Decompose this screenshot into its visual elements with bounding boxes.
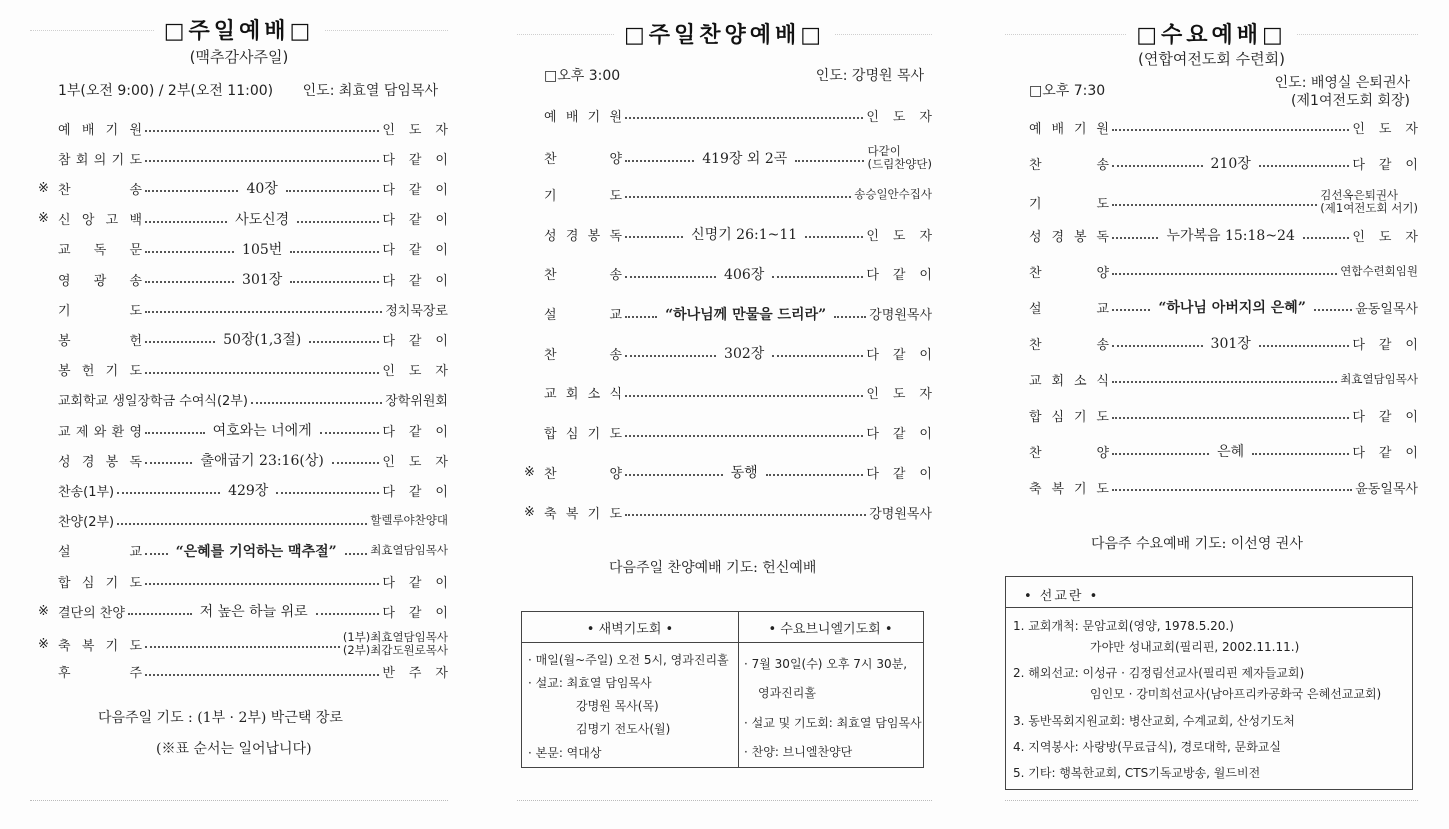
wednesday-worship-leader-role: (제1여전도회 회장) [1291, 93, 1410, 109]
dot-leader [625, 355, 716, 357]
dot-leader [625, 435, 863, 437]
standing-mark: ※ [38, 636, 49, 652]
order-detail: 동행 [730, 465, 758, 482]
order-row [58, 479, 462, 501]
order-person: 다같이 [866, 466, 946, 482]
dot-leader [145, 372, 379, 374]
order-person: 다같이 [866, 427, 946, 443]
standing-mark: ※ [524, 464, 535, 480]
mission-item: 1. 교회개척: 문암교회(영양, 1978.5.20.) [1013, 619, 1234, 633]
order-row [1029, 116, 1432, 138]
sunday-praise-column [517, 0, 947, 829]
order-person: 최효열담임목사 [1340, 371, 1418, 386]
order-detail: 302장 [724, 346, 765, 363]
order-row [544, 382, 946, 404]
dawn-prayer-panel [522, 612, 739, 767]
order-row [58, 147, 462, 169]
order-person: 강명원목사 [869, 308, 933, 323]
order-detail: 저 높은 하늘 위로 [199, 604, 308, 621]
dot-leader [145, 221, 227, 223]
dawn-prayer-item: · 설교: 최효열 담임목사 [528, 676, 652, 690]
order-label: 결단의 찬양 [58, 605, 125, 621]
wednesday-prayer-item: 영과진리홀 [758, 686, 816, 700]
order-label: 축 복 기 도 [58, 638, 142, 654]
dot-leader [251, 402, 382, 404]
dot-leader [286, 190, 379, 192]
dawn-prayer-item: 김명기 전도사(월) [576, 722, 671, 736]
mission-item: 2. 해외선교: 이성규 · 김정림선교사(필리핀 제자들교회) [1013, 666, 1305, 680]
dot-leader [290, 281, 379, 283]
order-person: 다같이 [382, 484, 462, 500]
order-person: 다같이 [382, 152, 462, 168]
order-row [38, 630, 448, 658]
order-label: 기 도 [1029, 196, 1109, 212]
order-row [1029, 476, 1418, 498]
order-row [544, 183, 932, 205]
order-detail: 419장 외 2곡 [702, 150, 788, 167]
order-person: 다같이 [382, 243, 462, 259]
order-label: 찬 송 [544, 268, 622, 284]
sunday-standing-note: (※표 순서는 일어납니다) [156, 741, 312, 757]
order-label: 교 제 와 환 영 [58, 424, 142, 440]
wednesday-worship-title-wrap [1005, 18, 1418, 49]
wednesday-prayer-heading: • 수요브니엘기도회 • [738, 612, 923, 643]
order-label: 기 도 [544, 188, 622, 204]
order-label: 찬송(1부) [58, 484, 115, 500]
divider [30, 800, 448, 801]
order-detail: “하나님께 만물을 드리라” [665, 306, 827, 323]
order-label: 합 심 기 도 [58, 575, 142, 591]
dot-leader [795, 160, 864, 162]
order-person: 할렐루야찬양대 [370, 513, 448, 528]
order-label: 합 심 기 도 [544, 427, 622, 443]
dot-leader [145, 190, 238, 192]
order-row [58, 298, 448, 320]
order-row [58, 661, 462, 683]
dot-leader [276, 492, 379, 494]
order-row [1029, 404, 1432, 426]
dot-leader [1112, 453, 1209, 455]
standing-mark: ※ [38, 603, 49, 619]
sunday-praise-title-wrap [517, 18, 932, 49]
standing-mark: ※ [38, 180, 49, 196]
dawn-prayer-heading: • 새벽기도회 • [522, 612, 738, 643]
order-person: 다같이 [1352, 157, 1432, 173]
order-label: 교 회 소 식 [544, 387, 622, 403]
order-label: 찬 양 [1029, 445, 1109, 461]
order-label: 예 배 기 원 [58, 122, 142, 138]
order-detail: 여호와는 너에게 [212, 423, 312, 439]
divider [517, 800, 932, 801]
order-row [58, 268, 462, 290]
dot-leader [625, 395, 863, 397]
order-row [38, 177, 462, 199]
order-row [58, 389, 448, 411]
dot-leader [145, 281, 234, 283]
order-person: 다같이 (드림찬양단) [867, 143, 933, 171]
order-label: 설 교 [544, 308, 622, 323]
order-detail: 40장 [246, 181, 278, 198]
dot-leader [625, 117, 863, 119]
dot-leader [1112, 417, 1349, 419]
order-person: 다같이 [1352, 337, 1432, 353]
dot-leader [1112, 489, 1352, 491]
dot-leader [145, 646, 340, 648]
wednesday-prayer-panel [738, 612, 923, 767]
dot-leader [117, 492, 220, 494]
order-row [524, 501, 932, 523]
order-person: 윤동일목사 [1355, 481, 1418, 497]
mission-item: 4. 지역봉사: 사랑방(무료급식), 경로대학, 문화교실 [1013, 740, 1281, 754]
order-label: 찬 양 [544, 152, 622, 168]
order-label: 교 회 소 식 [1029, 373, 1109, 389]
order-row [38, 600, 462, 622]
dot-leader [1112, 237, 1158, 239]
dot-leader [625, 196, 851, 198]
mission-box [1005, 576, 1413, 790]
order-detail: 210장 [1210, 156, 1251, 172]
dot-leader [145, 160, 379, 162]
order-person: 다같이 [1352, 445, 1432, 461]
divider [1005, 800, 1418, 801]
dot-leader [1112, 309, 1150, 311]
order-row [544, 422, 946, 444]
dot-leader [117, 523, 367, 525]
order-person: 다같이 [382, 575, 462, 591]
order-row [58, 328, 462, 350]
order-person: 반주자 [382, 666, 462, 682]
order-person: 인도자 [382, 122, 462, 138]
wednesday-worship-title: □수요예배□ [1126, 18, 1297, 49]
order-person: 인도자 [866, 387, 946, 403]
order-person: 다같이 [382, 213, 463, 229]
order-label: 찬 양 [544, 466, 622, 482]
order-row [544, 144, 932, 172]
dot-leader [332, 462, 379, 464]
order-label: 설 교 [1029, 301, 1109, 317]
order-label: 영 광 송 [58, 273, 142, 289]
dot-leader [834, 316, 866, 318]
order-row [524, 461, 946, 483]
wednesday-worship-subtitle: (연합여전도회 수련회) [1138, 50, 1285, 68]
dot-leader [145, 583, 379, 585]
order-label: 성 경 봉 독 [1029, 229, 1109, 245]
dot-leader [625, 160, 694, 162]
dot-leader [290, 251, 379, 253]
order-person: 정치묵장로 [385, 303, 448, 319]
sunday-praise-title: □주일찬양예배□ [614, 18, 835, 49]
dot-leader [1112, 129, 1349, 131]
dot-leader [320, 432, 380, 434]
order-detail: 출애굽기 23:16(상) [200, 453, 324, 470]
order-label: 찬 송 [544, 347, 622, 363]
order-person: 연합수련회임원 [1340, 263, 1418, 278]
order-person: 다같이 [382, 605, 462, 621]
order-person: 김선옥은퇴권사 (제1여전도회 서기) [1320, 188, 1418, 215]
order-label: 예 배 기 원 [544, 109, 622, 125]
sunday-worship-title-wrap [30, 14, 448, 45]
order-detail: 406장 [724, 266, 765, 283]
dot-leader [1252, 453, 1349, 455]
order-row [544, 342, 946, 364]
sunday-worship-title: □주일예배□ [154, 14, 325, 45]
dawn-prayer-item: · 본문: 역대상 [528, 746, 602, 760]
order-person: 인도자 [1352, 229, 1432, 245]
order-person: 인도자 [866, 109, 946, 125]
order-label: 후 주 [58, 666, 142, 682]
order-row [544, 104, 946, 126]
dot-leader [145, 251, 234, 253]
order-label: 성 경 봉 독 [58, 454, 142, 470]
dot-leader [1314, 309, 1352, 311]
order-row [1029, 224, 1432, 246]
wednesday-worship-time: □오후 7:30 [1029, 83, 1106, 99]
standing-mark: ※ [38, 211, 49, 227]
order-detail: 사도신경 [235, 211, 290, 228]
order-row [38, 208, 463, 230]
order-row [544, 223, 947, 245]
order-row [1029, 296, 1418, 318]
order-person: (1부)최효열담임목사 (2부)최갑도원로목사 [342, 630, 448, 658]
order-label: 봉 헌 [58, 333, 142, 349]
sunday-praise-time: □오후 3:00 [544, 68, 621, 84]
mission-item: 임인모 · 강미희선교사(남아프리카공화국 은혜선교교회) [1090, 687, 1382, 701]
order-detail: 301장 [1210, 336, 1251, 352]
dot-leader [316, 613, 380, 615]
order-person: 인도자 [866, 228, 947, 244]
dot-leader [128, 613, 192, 615]
order-person: 다같이 [1352, 409, 1432, 425]
order-row [1029, 152, 1432, 174]
mission-divider [1006, 607, 1412, 608]
order-person: 인도자 [382, 364, 462, 380]
order-row [58, 570, 462, 592]
order-row [1029, 188, 1418, 216]
order-person: 다같이 [382, 182, 462, 198]
dot-leader [1112, 381, 1337, 383]
order-person: 다같이 [866, 347, 946, 363]
dot-leader [145, 341, 215, 343]
order-detail: 누가복음 15:18~24 [1166, 228, 1295, 244]
dot-leader [625, 474, 723, 476]
wednesday-prayer-item: · 7월 30일(수) 오후 7시 30분, [744, 657, 908, 671]
wednesday-prayer-item: · 설교 및 기도회: 최효열 담임목사 [744, 716, 922, 730]
order-row [58, 449, 462, 471]
order-detail: 105번 [242, 241, 283, 258]
dot-leader [1303, 237, 1349, 239]
sunday-worship-time: 1부(오전 9:00) / 2부(오전 11:00) [58, 83, 274, 99]
dot-leader [1112, 204, 1317, 206]
order-label: 찬 송 [1029, 337, 1109, 353]
dot-leader [145, 553, 168, 555]
dawn-prayer-item: 강명원 목사(목) [576, 699, 659, 713]
order-label: 찬양(2부) [58, 515, 115, 531]
order-person: 윤동일목사 [1355, 301, 1418, 317]
dot-leader [772, 276, 863, 278]
order-row [58, 510, 448, 532]
order-row [58, 419, 462, 441]
prayer-meetings-box [521, 611, 924, 768]
order-person: 다같이 [866, 268, 946, 284]
dot-leader [145, 130, 379, 132]
order-person: 장학위원회 [385, 394, 448, 410]
order-row [544, 303, 932, 325]
dot-leader [1112, 345, 1203, 347]
order-row [58, 540, 448, 562]
order-label: 축 복 기 도 [1029, 481, 1109, 497]
order-detail: 50장(1,3절) [223, 332, 302, 349]
praise-next-prayer: 다음주일 찬양예배 기도: 헌신예배 [609, 560, 817, 576]
order-person: 다같이 [382, 424, 462, 440]
dot-leader [1112, 165, 1203, 167]
mission-item: 3. 동반목회지원교회: 병산교회, 수계교회, 산성기도처 [1013, 714, 1295, 728]
order-detail: “하나님 아버지의 은혜” [1158, 300, 1306, 316]
order-row [1029, 332, 1432, 354]
order-detail: “은혜를 기억하는 맥추절” [175, 543, 337, 560]
order-row [544, 263, 946, 285]
order-person: 송승일안수집사 [854, 186, 932, 201]
dot-leader [345, 553, 368, 555]
order-label: 찬 양 [1029, 265, 1109, 281]
dot-leader [625, 236, 683, 238]
order-row [58, 117, 462, 139]
order-label: 기 도 [58, 303, 142, 319]
dot-leader [766, 474, 864, 476]
order-row [58, 359, 462, 381]
order-row [1029, 368, 1418, 390]
order-person: 인도자 [382, 454, 462, 470]
order-person: 다같이 [382, 333, 462, 349]
mission-heading: • 선교란 • [1024, 589, 1100, 604]
dot-leader [625, 276, 716, 278]
sunday-worship-subtitle: (맥추감사주일) [189, 48, 289, 66]
order-detail: 은혜 [1217, 444, 1245, 460]
order-label: 설 교 [58, 545, 142, 561]
order-person: 최효열담임목사 [370, 543, 449, 558]
dot-leader [625, 514, 866, 516]
order-label: 예 배 기 원 [1029, 121, 1109, 137]
dot-leader [309, 341, 379, 343]
order-label: 합 심 기 도 [1029, 409, 1109, 425]
order-label: 신 앙 고 백 [58, 213, 142, 229]
dot-leader [1259, 345, 1350, 347]
sunday-next-prayer: 다음주일 기도 : (1부 · 2부) 박근택 장로 [98, 710, 343, 726]
order-person: 인도자 [1352, 121, 1432, 137]
standing-mark: ※ [524, 504, 535, 520]
order-detail: 신명기 26:1~11 [691, 227, 798, 244]
mission-item: 5. 기타: 행복한교회, CTS기독교방송, 월드비전 [1013, 766, 1261, 780]
order-row [1029, 260, 1418, 282]
wednesday-worship-column [1005, 0, 1432, 829]
mission-item: 가야만 성내교회(필리핀, 2002.11.11.) [1090, 640, 1300, 654]
sunday-worship-column [30, 0, 463, 829]
order-person: 다같이 [382, 273, 462, 289]
dot-leader [145, 432, 205, 434]
order-row [1029, 440, 1432, 462]
order-label: 교회학교 생일장학금 수여식(2부) [58, 394, 248, 410]
order-label: 교 독 문 [58, 243, 142, 259]
dot-leader [1112, 273, 1337, 275]
wednesday-next-prayer: 다음주 수요예배 기도: 이선영 권사 [1091, 536, 1303, 552]
order-person: 강명원목사 [869, 506, 932, 522]
order-detail: 301장 [242, 272, 283, 288]
sunday-praise-leader: 인도: 강명원 목사 [815, 68, 924, 84]
order-label: 참 회 의 기 도 [58, 152, 142, 168]
dot-leader [145, 674, 379, 676]
order-label: 성 경 봉 독 [544, 228, 622, 244]
wednesday-prayer-item: · 찬양: 브니엘찬양단 [744, 745, 853, 759]
dot-leader [625, 316, 657, 318]
order-row [58, 238, 462, 260]
order-detail: 429장 [228, 483, 269, 500]
order-label: 찬 송 [1029, 157, 1109, 173]
dot-leader [297, 221, 379, 223]
wednesday-worship-leader: 인도: 배영실 은퇴권사 [1274, 75, 1410, 91]
order-label: 봉 헌 기 도 [58, 364, 142, 380]
dot-leader [1259, 165, 1350, 167]
sunday-worship-leader: 인도: 최효열 담임목사 [302, 83, 438, 99]
order-label: 찬 송 [58, 182, 142, 198]
dot-leader [772, 355, 863, 357]
dawn-prayer-item: · 매일(월~주일) 오전 5시, 영과진리홀 [528, 653, 729, 667]
dot-leader [145, 311, 382, 313]
order-label: 축 복 기 도 [544, 506, 622, 522]
dot-leader [805, 236, 863, 238]
dot-leader [145, 462, 192, 464]
